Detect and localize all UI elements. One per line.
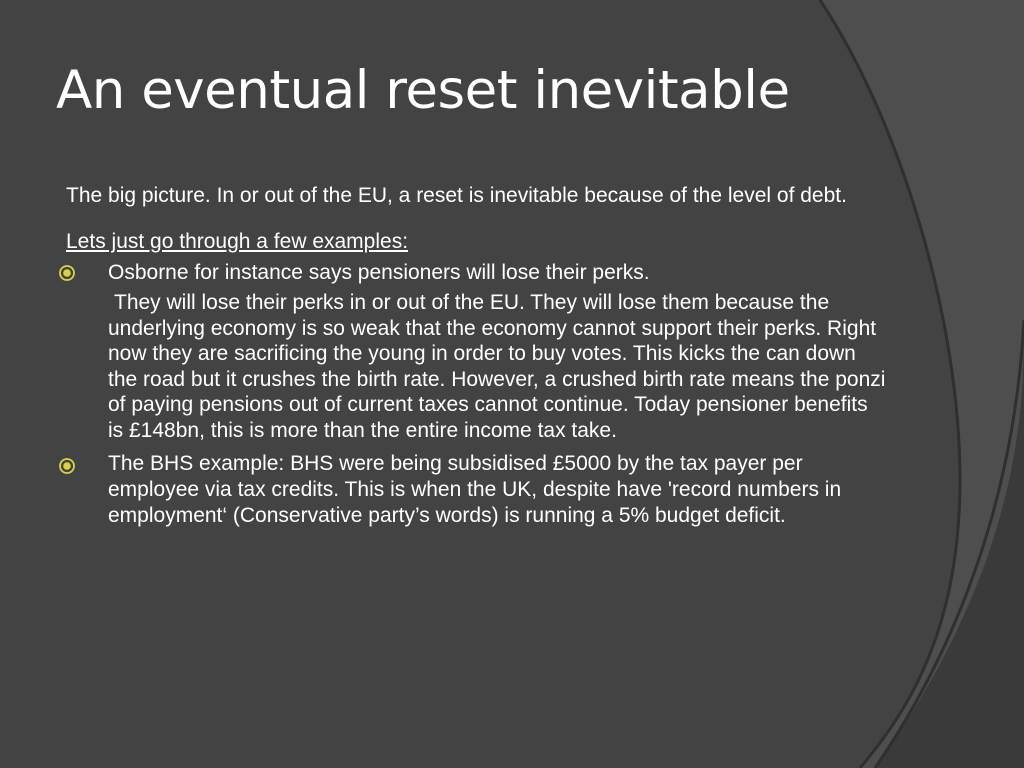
circle-dot-bullet-icon [58,457,76,475]
bullet-item-bhs [66,451,886,529]
slide-body [66,180,886,529]
slide-title: An eventual reset inevitable [56,60,790,121]
bullet-list [66,258,886,529]
examples-heading: Lets just go through a few examples: [66,230,409,253]
bullet-text: Osborne for instance says pensioners will lose their perks. [108,261,650,284]
circle-dot-bullet-icon [58,264,76,282]
bullet-continuation-text: They will lose their perks in or out of the EU. They will lose them because the underlying economy is so weak that the economy cannot support their perks. Right now they are sacrificing the young in order to buy votes. This kicks the can down the road but it crushes the birth rate. However, a crushed birth rate means the ponzi of paying pensions out of current taxes cannot continue. Today pensioner benefits is £148bn, this is more than the entire income tax take. [108,291,886,442]
bullet-text: The BHS example: BHS were being subsidised £5000 by the tax payer per employee via tax credits. This is when the UK, despite have 'record numbers in employment‘ (Conservative party’s words) is running a 5% budget deficit. [108,452,842,527]
intro-paragraph: The big picture. In or out of the EU, a reset is inevitable because of the level of debt. [66,184,847,207]
bullet-item-osborne [66,258,886,443]
